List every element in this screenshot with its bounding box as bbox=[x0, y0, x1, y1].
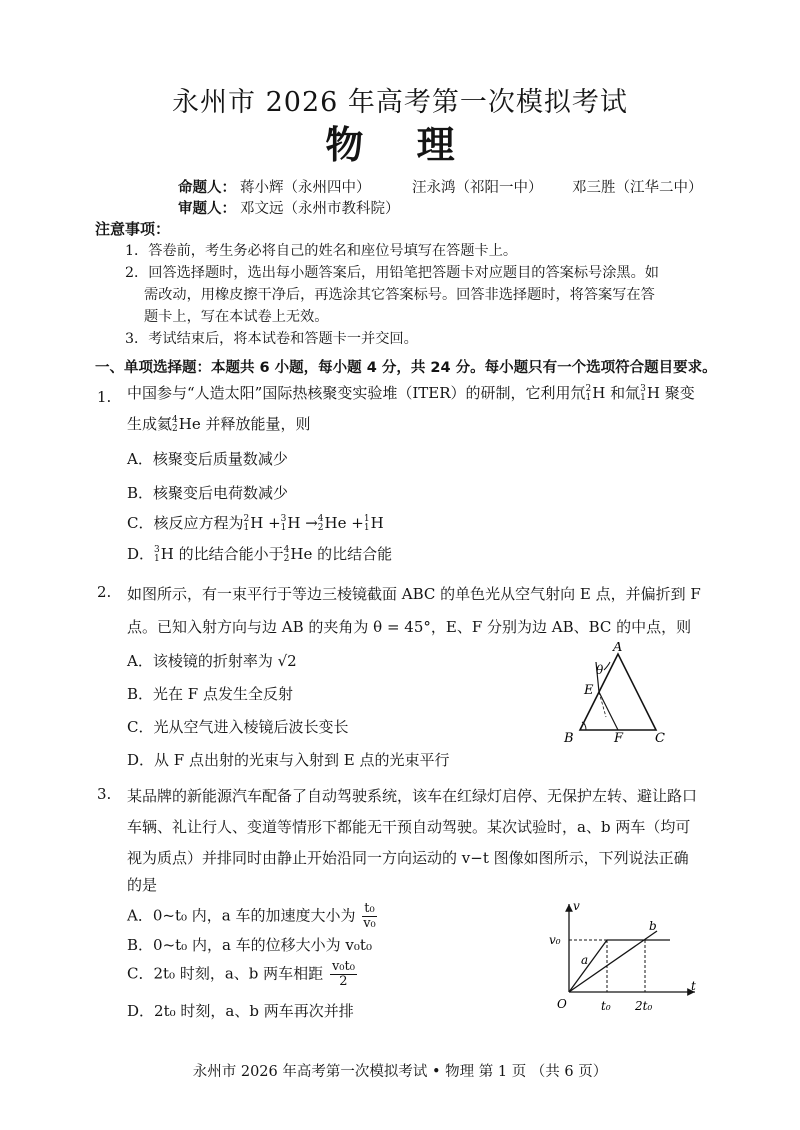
q3-option-c bbox=[127, 960, 359, 989]
q2-option-a bbox=[127, 650, 297, 671]
origin-label: O bbox=[557, 997, 567, 1011]
q3-line-1: 某品牌的新能源汽车配备了自动驾驶系统，该车在红绿灯启停、无保护左转、避让路口 bbox=[127, 787, 698, 805]
q2-option-a-text: A．该棱镜的折射率为 bbox=[127, 652, 278, 670]
iso-c-2: 3 1 bbox=[280, 514, 287, 533]
q3-line-4: 的是 bbox=[127, 876, 158, 894]
q1-option-c bbox=[127, 512, 384, 533]
page-footer: 永州市 2026 年高考第一次模拟考试 • 物理 第 1 页 （共 6 页） bbox=[192, 1064, 608, 1080]
a-label: a bbox=[581, 953, 589, 967]
q3-line-3: 视为质点）并排同时由静止开始沿同一方向运动的 v−t 图像如图所示，下列说法正确 bbox=[127, 849, 689, 867]
q2-line-1: 如图所示，有一束平行于等边三棱镜截面 ABC 的单色光从空气射向 E 点，并偏折到 F bbox=[127, 585, 701, 603]
iso-helium: 4 2 bbox=[172, 415, 178, 434]
iso-c-3: 4 2 bbox=[317, 514, 324, 533]
setter-2: 汪永鸿（祁阳一中） bbox=[412, 180, 543, 196]
setter-3: 邓三胜（江华二中） bbox=[572, 180, 703, 196]
q1-line-1 bbox=[127, 382, 695, 403]
q1-option-c-e: H bbox=[370, 514, 384, 532]
q1-text-1c: H 聚变 bbox=[646, 384, 695, 402]
label-a: A bbox=[613, 642, 623, 655]
q1-text-2a: 生成氦 bbox=[127, 415, 173, 433]
q2-option-a-root: √2 bbox=[277, 652, 297, 670]
label-b: B bbox=[564, 731, 574, 746]
q1-option-c-b: H + bbox=[250, 514, 281, 532]
t2-label: 2t₀ bbox=[635, 999, 653, 1013]
q2-option-b: B．光在 F 点发生全反射 bbox=[127, 685, 293, 703]
iso-c-4: 1 1 bbox=[363, 514, 370, 533]
notice-item-3: 3．考试结束后，将本试卷和答题卡一并交回。 bbox=[125, 331, 418, 347]
q1-option-d-b: H 的比结合能小于 bbox=[160, 545, 284, 563]
q1-option-c-d: He + bbox=[324, 514, 364, 532]
v-label: v bbox=[573, 899, 580, 913]
q3-option-a-fraction: $\frac{\text{t₀}}{\text{v₀}}$ bbox=[363, 901, 376, 931]
q2-line-2: 点。已知入射方向与边 AB 的夹角为 θ = 45°，E、F 分别为边 AB、BC 的中点，则 bbox=[127, 618, 692, 636]
label-theta: θ bbox=[596, 663, 604, 677]
q3-option-d: D．2t₀ 时刻，a、b 两车再次并排 bbox=[127, 1002, 354, 1020]
subject-title: 物 理 bbox=[325, 123, 475, 167]
setters-label: 命题人： bbox=[178, 180, 236, 196]
q1-option-a: A．核聚变后质量数减少 bbox=[127, 450, 288, 468]
t0-label: t₀ bbox=[601, 999, 611, 1013]
q1-option-c-c: H → bbox=[287, 514, 318, 532]
q1-option-d-label: D． bbox=[127, 545, 155, 563]
q3-option-b: B．0~t₀ 内，a 车的位移大小为 v₀t₀ bbox=[127, 936, 372, 954]
q1-option-d bbox=[127, 543, 392, 564]
notice-item-2-line-3: 题卡上，写在本试卷上无效。 bbox=[144, 309, 329, 325]
q3-option-c-fraction: $\frac{\text{v₀t₀}}{2}$ bbox=[331, 959, 355, 989]
refracted-ray bbox=[599, 692, 618, 730]
q2-option-c: C．光从空气进入棱镜后波长变长 bbox=[127, 718, 349, 736]
q3-line-2: 车辆、礼让行人、变道等情形下都能无干预自动驾驶。某次试验时，a、b 两车（均可 bbox=[127, 818, 691, 836]
q1-option-d-c: He 的比结合能 bbox=[290, 545, 393, 563]
iso-d-1: 3 1 bbox=[154, 545, 160, 564]
setter-1: 蒋小辉（永州四中） bbox=[240, 180, 371, 196]
q2-option-d: D．从 F 点出射的光束与入射到 E 点的光束平行 bbox=[127, 751, 450, 769]
q1-number: 1. bbox=[97, 388, 112, 406]
q1-option-b: B．核聚变后电荷数减少 bbox=[127, 484, 289, 502]
notice-item-2-line-1: 2．回答选择题时，选出每小题答案后，用铅笔把答题卡对应题目的答案标号涂黑。如 bbox=[125, 265, 659, 281]
exam-title: 永州市 2026 年高考第一次模拟考试 bbox=[172, 87, 628, 118]
reviewer: 邓文远（永州市教科院） bbox=[240, 201, 400, 217]
q3-number: 3. bbox=[97, 785, 112, 803]
notice-item-2-line-2: 需改动，用橡皮擦干净后，再选涂其它答案标号。回答非选择题时，将答案写在答 bbox=[144, 287, 655, 303]
q1-text-2b: He 并释放能量，则 bbox=[178, 415, 311, 433]
label-e: E bbox=[584, 683, 594, 698]
q3-option-a bbox=[127, 902, 379, 931]
q2-number: 2. bbox=[97, 583, 112, 601]
reviewer-label: 审题人： bbox=[178, 201, 236, 217]
section-heading: 一、单项选择题：本题共 6 小题，每小题 4 分，共 24 分。每小题只有一个选项符合题目要求。 bbox=[95, 360, 717, 376]
q1-text-1a: 中国参与“人造太阳”国际热核聚变实验堆（ITER）的研制，它利用氘 bbox=[127, 384, 586, 402]
iso-tritium: 3 1 bbox=[640, 384, 646, 403]
q3-option-a-text: A．0~t₀ 内，a 车的加速度大小为 bbox=[127, 906, 356, 925]
iso-c-1: 2 1 bbox=[243, 514, 250, 533]
notice-item-1: 1．答卷前，考生务必将自己的姓名和座位号填写在答题卡上。 bbox=[125, 243, 518, 259]
notice-heading: 注意事项： bbox=[95, 220, 171, 238]
label-c: C bbox=[655, 731, 665, 746]
q1-option-c-label: C．核反应方程为 bbox=[127, 514, 244, 532]
v0-label: v₀ bbox=[549, 933, 561, 947]
theta-arc bbox=[604, 662, 610, 670]
b-label: b bbox=[649, 919, 657, 933]
iso-deuterium: 2 1 bbox=[585, 384, 592, 403]
q1-text-1b: H 和氚 bbox=[592, 384, 641, 402]
q3-option-c-text: C．2t₀ 时刻，a、b 两车相距 bbox=[127, 964, 324, 983]
label-f: F bbox=[614, 731, 624, 746]
prism-figure bbox=[560, 642, 680, 752]
q1-line-2 bbox=[127, 413, 310, 434]
iso-d-2: 4 2 bbox=[283, 545, 290, 564]
t-label: t bbox=[691, 979, 696, 993]
vt-graph bbox=[545, 898, 710, 1023]
